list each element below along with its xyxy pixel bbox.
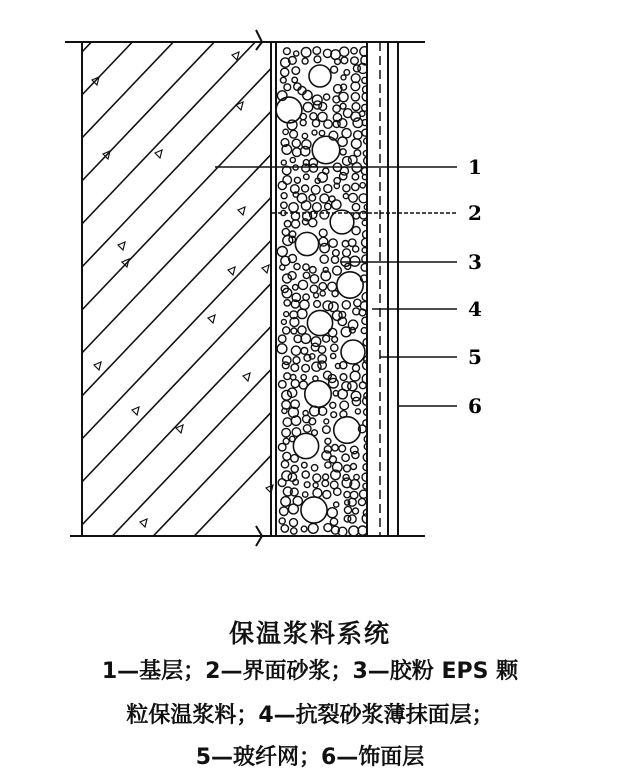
eps-bead (320, 243, 329, 252)
eps-bead (301, 375, 306, 380)
eps-bead (313, 203, 322, 212)
eps-bead (324, 120, 332, 128)
eps-bead (290, 157, 295, 162)
eps-bead (298, 280, 307, 289)
aggregate-mark (262, 265, 269, 273)
eps-bead-large (337, 272, 363, 298)
eps-bead (310, 113, 317, 120)
eps-bead (338, 119, 347, 128)
eps-bead (314, 301, 321, 308)
eps-bead (329, 378, 339, 388)
eps-bead (288, 388, 297, 397)
eps-bead (352, 203, 359, 210)
aggregate-mark (232, 52, 239, 60)
hatch-line (0, 191, 400, 600)
eps-bead (301, 334, 311, 344)
eps-bead (283, 129, 288, 134)
eps-bead (291, 328, 297, 334)
eps-bead (332, 200, 341, 209)
eps-bead (334, 502, 339, 507)
aggregate-mark (243, 373, 250, 381)
eps-bead (343, 194, 348, 199)
eps-bead (324, 185, 332, 193)
eps-bead-large (341, 340, 365, 364)
eps-bead (284, 300, 290, 306)
eps-bead (344, 506, 351, 513)
legend-line-1: 1—基层；2—界面砂浆；3—胶粉 EPS 颗 (101, 659, 519, 684)
eps-bead (278, 335, 286, 343)
eps-bead (289, 203, 298, 212)
figure-title: 保温浆料系统 (228, 619, 391, 648)
eps-bead (324, 524, 332, 532)
eps-bead-large (309, 65, 331, 87)
eps-bead (291, 465, 298, 472)
eps-bead (348, 515, 356, 523)
eps-bead (343, 249, 351, 257)
aggregate-mark (140, 519, 147, 527)
eps-bead (302, 185, 309, 192)
eps-insulation-beads (276, 47, 372, 536)
eps-bead (280, 507, 289, 516)
eps-bead (284, 48, 291, 55)
eps-bead-large (334, 417, 361, 444)
eps-bead (353, 246, 359, 252)
eps-bead (332, 444, 339, 451)
eps-bead (310, 267, 317, 274)
eps-bead (278, 181, 286, 189)
eps-bead (293, 148, 302, 157)
eps-bead (312, 130, 317, 135)
base-layer-hatching (0, 0, 400, 600)
eps-bead (281, 202, 287, 208)
eps-bead (320, 194, 329, 203)
eps-bead (288, 473, 296, 481)
eps-bead (322, 480, 329, 487)
eps-bead (323, 491, 331, 499)
eps-bead (302, 133, 307, 138)
eps-bead (360, 111, 365, 116)
eps-bead (292, 67, 300, 75)
eps-bead (350, 256, 360, 266)
eps-bead (282, 362, 289, 369)
eps-bead (340, 401, 349, 410)
eps-bead (293, 285, 299, 291)
eps-bead (281, 525, 288, 532)
eps-bead (282, 390, 292, 400)
eps-bead-large (295, 232, 318, 255)
eps-bead (303, 272, 309, 278)
eps-bead (308, 524, 318, 534)
eps-bead (283, 176, 292, 185)
aggregate-mark (94, 362, 101, 370)
eps-bead (290, 519, 298, 527)
eps-bead (301, 201, 310, 210)
eps-bead (334, 488, 341, 495)
eps-bead (340, 149, 346, 155)
eps-bead (313, 483, 318, 488)
legend-line-3: 5—玻纤网；6—饰面层 (195, 745, 425, 770)
aggregate-mark (238, 207, 245, 215)
legend-line-2: 粒保温浆料；4—抗裂砂浆薄抹面层； (126, 703, 494, 728)
eps-bead (355, 409, 360, 414)
eps-bead (341, 75, 346, 80)
eps-bead (351, 446, 359, 454)
eps-bead (352, 227, 360, 235)
eps-bead-large (305, 381, 332, 408)
eps-bead (348, 381, 357, 390)
eps-bead (350, 371, 360, 381)
eps-bead (300, 300, 309, 309)
eps-bead (332, 291, 338, 297)
eps-bead (342, 301, 350, 309)
hatch-line (0, 0, 400, 224)
eps-bead (352, 451, 359, 458)
eps-bead (344, 465, 351, 472)
eps-bead (325, 438, 331, 444)
eps-bead (340, 167, 348, 175)
eps-bead (291, 416, 300, 425)
aggregate-mark (208, 315, 215, 323)
eps-bead (303, 103, 312, 112)
eps-bead (304, 174, 310, 180)
eps-bead (289, 504, 299, 514)
hatch-line (0, 0, 400, 138)
eps-bead (351, 57, 359, 65)
eps-bead (338, 389, 348, 399)
hatch-line (0, 320, 400, 600)
eps-bead (279, 381, 287, 389)
eps-bead (292, 77, 298, 83)
eps-bead (282, 428, 291, 437)
eps-bead (301, 526, 307, 532)
eps-bead (301, 48, 311, 58)
eps-bead (331, 412, 337, 418)
eps-bead (284, 84, 291, 91)
eps-bead (292, 428, 301, 437)
eps-bead (314, 293, 319, 298)
eps-bead (279, 518, 285, 524)
eps-bead (320, 255, 328, 263)
eps-bead (281, 193, 287, 199)
eps-bead (343, 185, 350, 192)
eps-bead (323, 426, 331, 434)
layer-label-5: 5 (468, 345, 482, 369)
eps-bead (333, 250, 340, 257)
eps-bead (362, 238, 370, 246)
eps-bead (294, 51, 299, 56)
eps-bead (291, 528, 297, 534)
eps-bead (310, 275, 318, 283)
eps-bead (327, 508, 337, 518)
eps-bead (309, 164, 317, 172)
eps-bead (340, 172, 347, 179)
eps-bead (330, 518, 337, 525)
eps-bead (281, 461, 288, 468)
eps-bead (328, 328, 336, 336)
hatch-line (0, 0, 400, 52)
eps-bead (281, 319, 286, 324)
eps-bead (351, 93, 359, 101)
hatch-line (0, 0, 400, 95)
eps-bead (281, 160, 286, 165)
eps-bead (319, 130, 324, 135)
eps-bead (277, 344, 287, 354)
eps-bead (332, 337, 338, 343)
eps-bead (302, 471, 309, 478)
eps-bead (354, 474, 359, 479)
eps-bead (323, 335, 330, 342)
eps-bead (313, 474, 321, 482)
eps-bead (353, 118, 363, 128)
eps-bead (298, 326, 306, 334)
eps-bead (294, 177, 300, 183)
eps-bead (303, 264, 309, 270)
eps-bead (344, 70, 350, 76)
eps-bead (351, 48, 357, 54)
eps-bead (352, 173, 359, 180)
eps-bead (329, 456, 336, 463)
eps-bead (290, 436, 295, 441)
eps-bead (282, 228, 289, 235)
eps-bead (320, 291, 325, 296)
eps-bead (292, 139, 300, 147)
layer-label-4: 4 (468, 297, 482, 321)
eps-bead (353, 508, 359, 514)
eps-bead (282, 401, 291, 410)
eps-bead (341, 57, 348, 64)
eps-bead (333, 266, 342, 275)
eps-bead (339, 92, 348, 101)
eps-bead (309, 219, 317, 227)
eps-bead (283, 418, 292, 427)
eps-bead (310, 285, 318, 293)
eps-bead (291, 455, 299, 463)
eps-bead (338, 137, 347, 146)
eps-bead (349, 526, 359, 536)
eps-bead (280, 77, 286, 83)
eps-bead (290, 130, 298, 138)
eps-bead (311, 465, 317, 471)
aggregate-mark (228, 267, 235, 275)
eps-bead (283, 452, 291, 460)
eps-bead (323, 474, 329, 480)
hatch-line (0, 105, 400, 525)
eps-bead (354, 131, 362, 139)
eps-bead (312, 362, 321, 371)
layer-label-6: 6 (468, 394, 482, 418)
layer-label-3: 3 (468, 250, 482, 274)
eps-bead (331, 353, 336, 358)
eps-bead (342, 454, 349, 461)
eps-bead (292, 220, 300, 228)
eps-bead (302, 462, 308, 468)
eps-bead (291, 380, 299, 388)
eps-bead (301, 347, 308, 354)
eps-bead (282, 288, 292, 298)
eps-bead (319, 103, 327, 111)
layer-label-2: 2 (468, 201, 482, 225)
eps-bead (318, 172, 328, 182)
layer-label-1: 1 (468, 155, 482, 179)
eps-bead (358, 498, 365, 505)
eps-bead (293, 357, 300, 364)
eps-bead (313, 489, 322, 498)
eps-bead (314, 56, 321, 63)
hatch-line (0, 0, 400, 9)
eps-bead (351, 139, 361, 149)
eps-bead (343, 157, 352, 166)
eps-bead-large (301, 497, 327, 523)
aggregate-mark (132, 407, 139, 415)
eps-bead (300, 120, 306, 126)
eps-bead (319, 237, 328, 246)
eps-bead (349, 193, 358, 202)
eps-bead (360, 183, 365, 188)
eps-bead (280, 265, 285, 270)
eps-bead (301, 147, 310, 156)
eps-bead (309, 195, 316, 202)
eps-bead (319, 283, 327, 291)
eps-bead (353, 365, 360, 372)
eps-bead (318, 346, 325, 353)
eps-bead (324, 419, 329, 424)
eps-bead (312, 120, 319, 127)
eps-bead (302, 364, 310, 372)
eps-bead (340, 47, 349, 56)
eps-bead (291, 346, 300, 355)
eps-bead (303, 492, 308, 497)
eps-bead (302, 58, 308, 64)
eps-bead (313, 47, 321, 55)
eps-bead (283, 327, 290, 334)
eps-bead (340, 374, 347, 381)
eps-bead (281, 497, 291, 507)
aggregate-mark (155, 150, 162, 158)
eps-bead (291, 364, 299, 372)
eps-bead (342, 241, 349, 248)
eps-bead (278, 443, 286, 451)
eps-bead (351, 464, 357, 470)
eps-bead (277, 247, 287, 257)
eps-bead (284, 312, 289, 317)
eps-bead (303, 425, 311, 433)
eps-bead (299, 381, 307, 389)
eps-bead (297, 309, 307, 319)
eps-bead (281, 68, 289, 76)
eps-bead (325, 203, 331, 209)
eps-bead (352, 103, 360, 111)
eps-bead (330, 402, 336, 408)
eps-bead (358, 526, 367, 535)
eps-bead (344, 491, 350, 497)
eps-bead (331, 344, 338, 351)
eps-bead (320, 210, 329, 219)
eps-bead (304, 482, 310, 488)
eps-bead (359, 382, 366, 389)
aggregate-mark (118, 242, 125, 250)
eps-bead (331, 66, 338, 73)
eps-bead (324, 94, 330, 100)
eps-bead (312, 430, 318, 436)
eps-bead (278, 479, 286, 487)
eps-bead (333, 105, 340, 112)
eps-bead-large (276, 97, 302, 123)
eps-bead (294, 264, 300, 270)
eps-bead (303, 91, 312, 100)
eps-bead (284, 221, 291, 228)
eps-bead (352, 183, 359, 190)
eps-bead (325, 462, 331, 468)
eps-bead (311, 185, 320, 194)
hatch-line (0, 0, 400, 310)
eps-bead (318, 361, 326, 369)
eps-bead (339, 445, 346, 452)
eps-bead (340, 103, 346, 109)
break-symbol-top (256, 30, 262, 50)
eps-bead (319, 229, 327, 237)
eps-bead (329, 239, 337, 247)
eps-bead (331, 256, 338, 263)
eps-bead (284, 373, 291, 380)
